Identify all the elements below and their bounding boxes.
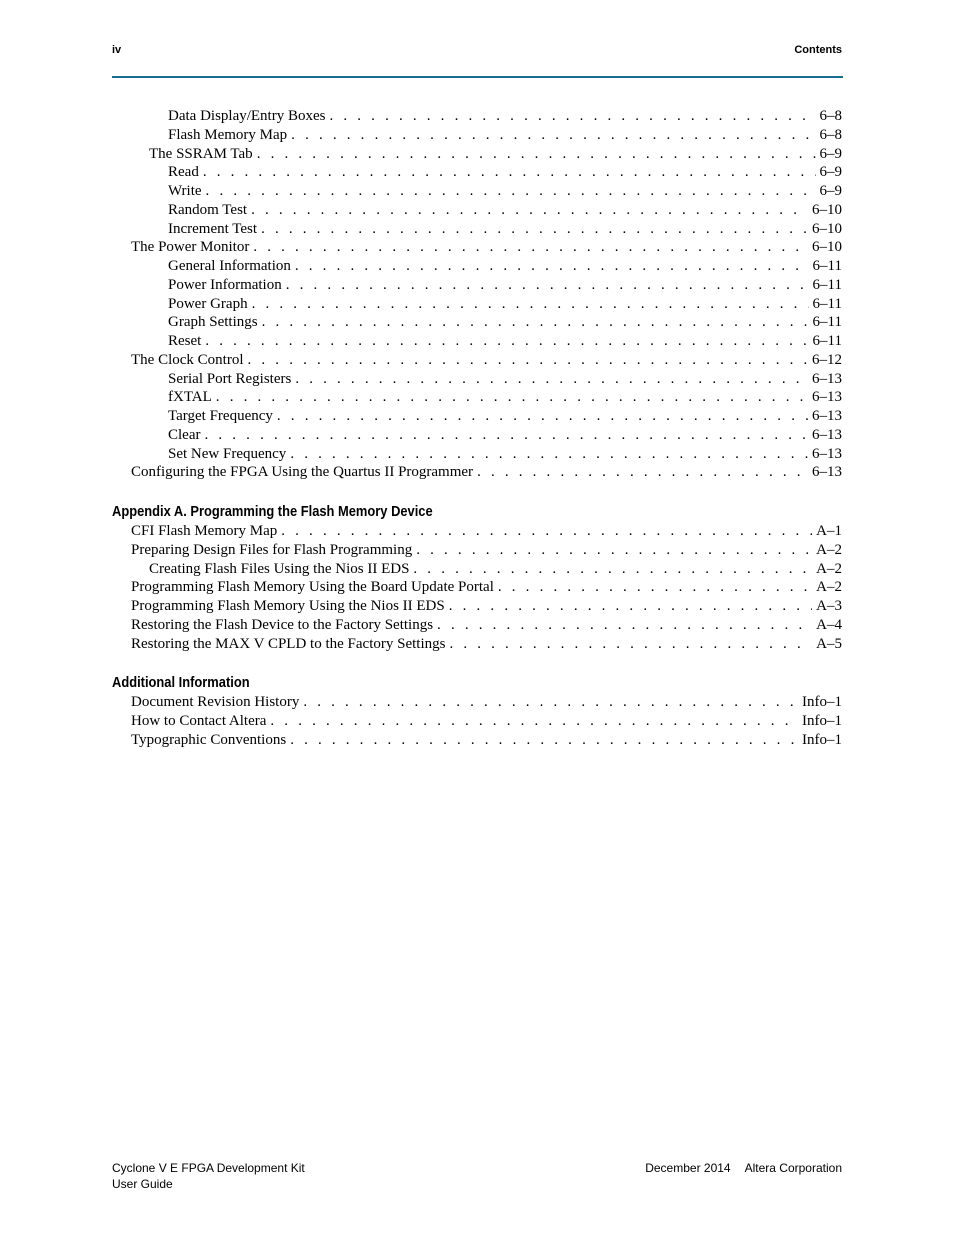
toc-entry-page: A–4 <box>816 616 842 633</box>
toc-entry-page: 6–9 <box>819 183 842 199</box>
toc-entry-page: 6–11 <box>812 295 842 312</box>
toc-entry[interactable] <box>112 578 842 597</box>
toc-entry-page: 6–13 <box>812 370 842 387</box>
dot-leader <box>252 295 809 314</box>
toc-entry[interactable] <box>112 276 842 295</box>
toc-entry-title: Restoring the MAX V CPLD to the Factory Settings <box>131 635 446 652</box>
toc-entry[interactable] <box>112 126 842 145</box>
header-section-title: Contents <box>794 44 842 56</box>
toc-entry[interactable] <box>112 313 842 332</box>
toc-entry[interactable] <box>112 635 842 654</box>
toc-entry-title: Document Revision History <box>131 694 300 711</box>
dot-leader <box>413 560 812 579</box>
dot-leader <box>477 463 808 482</box>
page-header <box>112 40 842 62</box>
toc-entry-page: 6–13 <box>812 426 842 443</box>
dot-leader <box>303 693 798 712</box>
toc-entry-page: 6–10 <box>812 239 842 256</box>
toc-entry[interactable] <box>112 238 842 257</box>
dot-leader <box>205 332 808 351</box>
toc-entry-page: 6–9 <box>819 145 842 162</box>
toc-entry[interactable] <box>112 332 842 351</box>
toc-entry-page: 6–10 <box>812 220 842 237</box>
toc-entry-page: 6–13 <box>812 408 842 424</box>
toc-additional-information <box>112 693 842 749</box>
toc-entry-title: Graph Settings <box>168 314 258 331</box>
toc-entry-page: 6–9 <box>819 164 842 181</box>
toc-entry[interactable] <box>112 107 842 126</box>
dot-leader <box>261 220 808 239</box>
toc-entry-title: The Power Monitor <box>131 239 250 256</box>
toc-entry-title: Reset <box>168 333 202 349</box>
toc-entry[interactable] <box>112 541 842 560</box>
toc-entry-page: A–2 <box>816 579 842 596</box>
toc-entry-page: Info–1 <box>802 713 842 729</box>
toc-entry-title: Configuring the FPGA Using the Quartus II Programmer <box>131 464 474 481</box>
toc-entry-page: 6–11 <box>812 258 842 274</box>
footer-doc-title: Cyclone V E FPGA Development Kit <box>112 1161 305 1175</box>
toc-entry-page: Info–1 <box>802 694 842 711</box>
toc-entry-page: 6–11 <box>812 314 842 331</box>
dot-leader <box>270 712 798 731</box>
dot-leader <box>262 313 809 332</box>
toc-entry[interactable] <box>112 388 842 407</box>
toc-entry-title: Data Display/Entry Boxes <box>168 108 326 124</box>
toc-entry-page: 6–11 <box>812 333 842 349</box>
toc-entry[interactable] <box>112 145 842 164</box>
toc-entry[interactable] <box>112 182 842 201</box>
dot-leader <box>449 597 812 616</box>
toc-entry-page: A–2 <box>816 541 842 558</box>
toc-entry[interactable] <box>112 597 842 616</box>
toc-entry[interactable] <box>112 445 842 464</box>
toc-entry-page: 6–13 <box>812 464 842 481</box>
toc-entry[interactable] <box>112 560 842 579</box>
toc-entry-page: 6–13 <box>812 389 842 406</box>
table-of-contents <box>112 107 842 750</box>
dot-leader <box>290 731 798 750</box>
toc-entry[interactable] <box>112 220 842 239</box>
toc-entry[interactable] <box>112 522 842 541</box>
toc-entry[interactable] <box>112 426 842 445</box>
dot-leader <box>437 616 812 635</box>
toc-entry[interactable] <box>112 616 842 635</box>
toc-entry-title: Serial Port Registers <box>168 370 292 387</box>
dot-leader <box>295 257 809 276</box>
toc-entry-title: Programming Flash Memory Using the Nios II EDS <box>131 598 445 614</box>
toc-entry-page: A–2 <box>816 560 842 577</box>
toc-entry-page: A–1 <box>816 523 842 539</box>
toc-entry-page: 6–12 <box>812 351 842 368</box>
dot-leader <box>449 635 812 654</box>
toc-entry-title: Power Information <box>168 276 282 293</box>
toc-entry[interactable] <box>112 295 842 314</box>
toc-entry[interactable] <box>112 351 842 370</box>
toc-entry-title: The SSRAM Tab <box>149 145 253 162</box>
toc-entry-page: 6–8 <box>819 108 842 124</box>
footer-company: Altera Corporation <box>744 1161 842 1175</box>
dot-leader <box>416 541 812 560</box>
dot-leader <box>204 426 808 445</box>
toc-entry-title: Restoring the Flash Device to the Factory Settings <box>131 616 434 633</box>
toc-entry-title: How to Contact Altera <box>131 713 267 729</box>
toc-entry-title: Set New Frequency <box>168 445 287 462</box>
toc-entry[interactable] <box>112 463 842 482</box>
appendix-a-heading[interactable]: Appendix A. Programming the Flash Memory Device <box>112 503 433 520</box>
header-rule <box>112 76 843 78</box>
toc-entry-title: Clear <box>168 426 201 443</box>
additional-info-heading[interactable]: Additional Information <box>112 674 250 692</box>
dot-leader <box>329 107 815 126</box>
footer-date: December 2014 <box>645 1161 731 1175</box>
toc-appendix-a <box>112 522 842 653</box>
dot-leader <box>257 145 816 164</box>
toc-entry[interactable] <box>112 370 842 389</box>
dot-leader <box>253 238 808 257</box>
footer-publisher <box>645 1160 842 1176</box>
toc-entry-page: 6–8 <box>819 126 842 143</box>
footer-doc-subtitle: User Guide <box>112 1177 173 1191</box>
dot-leader <box>498 578 812 597</box>
dot-leader <box>277 407 808 426</box>
toc-entry-page: A–3 <box>816 598 842 614</box>
toc-entry-title: Preparing Design Files for Flash Programming <box>131 541 413 558</box>
toc-entry-page: Info–1 <box>802 731 842 748</box>
toc-chapter-6-continued <box>112 107 842 482</box>
toc-entry[interactable] <box>112 257 842 276</box>
dot-leader <box>251 201 808 220</box>
toc-entry[interactable] <box>112 693 842 712</box>
toc-entry-title: Power Graph <box>168 295 248 312</box>
toc-entry-title: CFI Flash Memory Map <box>131 523 278 539</box>
toc-entry[interactable] <box>112 163 842 182</box>
toc-entry-title: Flash Memory Map <box>168 126 288 143</box>
toc-entry-title: fXTAL <box>168 389 212 406</box>
toc-entry[interactable] <box>112 712 842 731</box>
toc-entry[interactable] <box>112 731 842 750</box>
page-number: iv <box>112 44 122 56</box>
toc-entry-title: Creating Flash Files Using the Nios II EDS <box>149 560 410 577</box>
dot-leader <box>206 182 816 201</box>
toc-entry[interactable] <box>112 201 842 220</box>
dot-leader <box>290 445 808 464</box>
toc-entry-title: Random Test <box>168 201 248 218</box>
toc-entry-page: 6–10 <box>812 201 842 218</box>
toc-entry-title: Increment Test <box>168 220 258 237</box>
toc-entry-title: Typographic Conventions <box>131 731 287 748</box>
dot-leader <box>216 388 808 407</box>
dot-leader <box>295 370 808 389</box>
toc-entry-title: The Clock Control <box>131 351 244 368</box>
dot-leader <box>286 276 809 295</box>
toc-entry-title: Programming Flash Memory Using the Board Update Portal <box>131 579 494 596</box>
toc-entry-page: 6–13 <box>812 445 842 462</box>
toc-entry-page: 6–11 <box>812 276 842 293</box>
toc-entry-title: Target Frequency <box>168 408 273 424</box>
dot-leader <box>291 126 815 145</box>
toc-entry-title: Read <box>168 164 199 181</box>
dot-leader <box>281 522 812 541</box>
toc-entry[interactable] <box>112 407 842 426</box>
dot-leader <box>203 163 816 182</box>
toc-entry-title: Write <box>168 183 202 199</box>
footer-doc-info <box>112 1160 305 1192</box>
toc-entry-page: A–5 <box>816 635 842 652</box>
toc-entry-title: General Information <box>168 258 291 274</box>
dot-leader <box>248 351 809 370</box>
